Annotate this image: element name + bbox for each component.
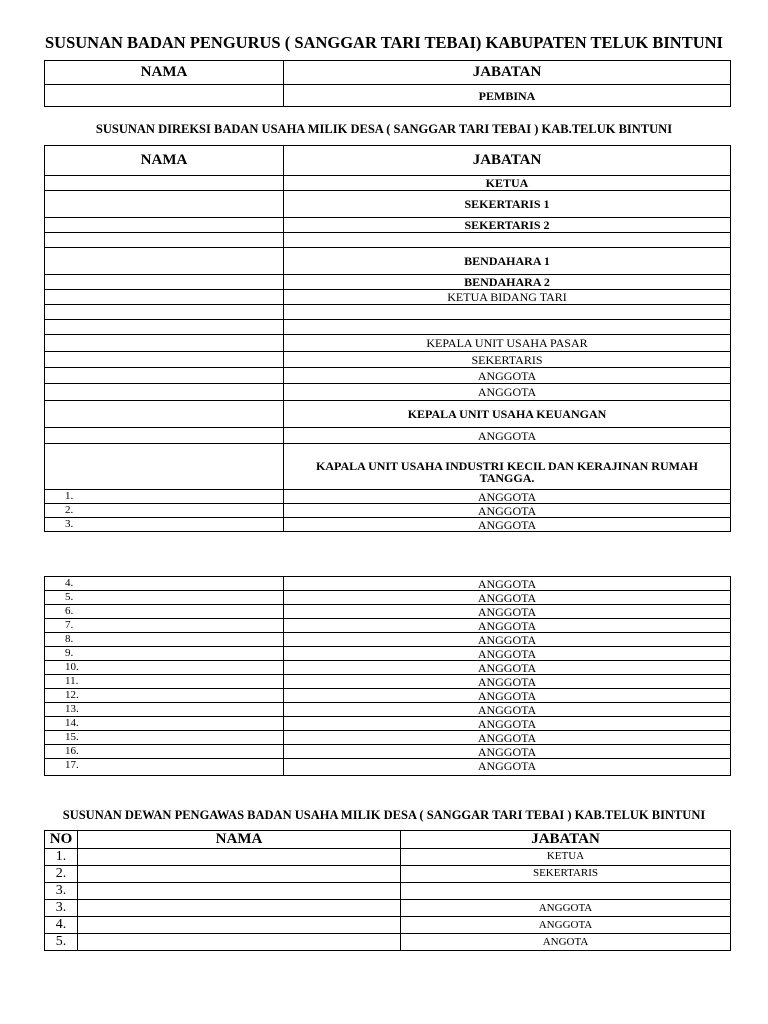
- jabatan-cell: KEPALA UNIT USAHA KEUANGAN: [284, 401, 731, 428]
- jabatan-cell: ANGGOTA: [284, 703, 731, 717]
- jabatan-cell: ANGGOTA: [284, 384, 731, 401]
- jabatan-cell: ANGGOTA: [401, 917, 731, 934]
- nama-cell: 16.: [45, 745, 284, 759]
- table-row: [45, 934, 731, 951]
- nama-cell: 9.: [45, 647, 284, 661]
- jabatan-cell: ANGGOTA: [284, 633, 731, 647]
- jabatan-cell: [284, 320, 731, 335]
- nama-cell: [78, 866, 401, 883]
- jabatan-cell: ANGGOTA: [284, 518, 731, 532]
- table-row: [45, 661, 731, 675]
- jabatan-cell: SEKERTARIS 1: [284, 191, 731, 218]
- nama-cell: [78, 883, 401, 900]
- table-row: [45, 218, 731, 233]
- table-row: [45, 577, 731, 591]
- jabatan-cell: SEKERTARIS 2: [284, 218, 731, 233]
- header-jabatan: JABATAN: [284, 61, 731, 85]
- nama-cell: 10.: [45, 661, 284, 675]
- nama-cell: [45, 191, 284, 218]
- jabatan-cell: ANGGOTA: [284, 745, 731, 759]
- jabatan-cell: KETUA: [284, 176, 731, 191]
- nama-cell: [45, 384, 284, 401]
- nama-cell: 1.: [45, 490, 284, 504]
- nama-cell: [45, 401, 284, 428]
- jabatan-cell: ANGGOTA: [284, 689, 731, 703]
- no-cell: 4.: [45, 917, 78, 934]
- table-row: [45, 504, 731, 518]
- jabatan-cell: ANGGOTA: [284, 675, 731, 689]
- jabatan-cell: ANGGOTA: [284, 717, 731, 731]
- nama-cell: 15.: [45, 731, 284, 745]
- jabatan-cell: SEKERTARIS: [284, 352, 731, 368]
- header-nama: NAMA: [45, 146, 284, 176]
- nama-cell: [45, 428, 284, 444]
- table-row: [45, 619, 731, 633]
- nama-cell: 2.: [45, 504, 284, 518]
- jabatan-cell: BENDAHARA 2: [284, 275, 731, 290]
- header-jabatan: JABATAN: [401, 831, 731, 849]
- table-header-row: [45, 61, 731, 85]
- jabatan-cell: ANGGOTA: [284, 759, 731, 776]
- table-row: [45, 305, 731, 320]
- nama-cell: 8.: [45, 633, 284, 647]
- pengawas-table: [44, 830, 731, 951]
- jabatan-cell: KETUA BIDANG TARI: [284, 290, 731, 305]
- table-row: [45, 352, 731, 368]
- nama-cell: [45, 335, 284, 352]
- nama-cell: 7.: [45, 619, 284, 633]
- header-no: NO: [45, 831, 78, 849]
- table-row: [45, 849, 731, 866]
- table-row: [45, 591, 731, 605]
- no-cell: 5.: [45, 934, 78, 951]
- nama-cell: [45, 218, 284, 233]
- nama-cell: [45, 248, 284, 275]
- jabatan-cell: [284, 233, 731, 248]
- jabatan-cell: [284, 305, 731, 320]
- jabatan-cell: KETUA: [401, 849, 731, 866]
- jabatan-cell: ANGGOTA: [284, 661, 731, 675]
- nama-cell: [45, 290, 284, 305]
- table-row: [45, 335, 731, 352]
- jabatan-cell: ANGGOTA: [284, 591, 731, 605]
- header-jabatan: JABATAN: [284, 146, 731, 176]
- table-row: [45, 633, 731, 647]
- jabatan-cell: ANGGOTA: [284, 368, 731, 384]
- table-row: [45, 675, 731, 689]
- nama-cell: 4.: [45, 577, 284, 591]
- no-cell: 2.: [45, 866, 78, 883]
- header-nama: NAMA: [45, 61, 284, 85]
- jabatan-cell: ANGGOTA: [284, 428, 731, 444]
- nama-cell: 13.: [45, 703, 284, 717]
- jabatan-cell: ANGGOTA: [284, 605, 731, 619]
- table-row: [45, 275, 731, 290]
- nama-cell: [45, 233, 284, 248]
- no-cell: 1.: [45, 849, 78, 866]
- table-row: [45, 444, 731, 490]
- table-row: [45, 689, 731, 703]
- jabatan-cell: [401, 883, 731, 900]
- table-header-row: [45, 831, 731, 849]
- table-row: [45, 647, 731, 661]
- table-row: [45, 248, 731, 275]
- jabatan-cell: ANGGOTA: [284, 731, 731, 745]
- jabatan-cell: BENDAHARA 1: [284, 248, 731, 275]
- nama-cell: [45, 176, 284, 191]
- table-row: [45, 518, 731, 532]
- jabatan-cell: ANGGOTA: [401, 900, 731, 917]
- section1-title: SUSUNAN BADAN PENGURUS ( SANGGAR TARI TEBAI) KABUPATEN TELUK BINTUNI: [45, 33, 723, 52]
- header-nama: NAMA: [78, 831, 401, 849]
- table-row: [45, 176, 731, 191]
- table-row: [45, 745, 731, 759]
- table-row: [45, 917, 731, 934]
- table-row: [45, 384, 731, 401]
- nama-cell: [78, 934, 401, 951]
- nama-cell: 12.: [45, 689, 284, 703]
- table-row: [45, 85, 731, 107]
- table-row: [45, 605, 731, 619]
- direksi-continuation-table: [44, 576, 731, 776]
- nama-cell: 17.: [45, 759, 284, 776]
- jabatan-cell: ANGGOTA: [284, 577, 731, 591]
- nama-cell: [45, 444, 284, 490]
- pengurus-table: [44, 60, 731, 107]
- table-row: [45, 703, 731, 717]
- nama-cell: 3.: [45, 518, 284, 532]
- nama-cell: [45, 305, 284, 320]
- nama-cell: [78, 900, 401, 917]
- nama-cell: [45, 352, 284, 368]
- nama-cell: [45, 275, 284, 290]
- table-row: [45, 490, 731, 504]
- jabatan-cell: ANGGOTA: [284, 490, 731, 504]
- table-row: [45, 401, 731, 428]
- jabatan-cell: KEPALA UNIT USAHA PASAR: [284, 335, 731, 352]
- jabatan-cell: ANGOTA: [401, 934, 731, 951]
- nama-cell: [78, 849, 401, 866]
- nama-cell: 14.: [45, 717, 284, 731]
- nama-cell: [45, 368, 284, 384]
- jabatan-cell: ANGGOTA: [284, 504, 731, 518]
- direksi-table: [44, 145, 731, 532]
- table-row: [45, 368, 731, 384]
- jabatan-cell: ANGGOTA: [284, 619, 731, 633]
- nama-cell: [78, 917, 401, 934]
- no-cell: 3.: [45, 900, 78, 917]
- nama-cell: [45, 85, 284, 107]
- table-row: [45, 731, 731, 745]
- jabatan-cell: SEKERTARIS: [401, 866, 731, 883]
- table-row: [45, 900, 731, 917]
- table-row: [45, 191, 731, 218]
- jabatan-cell: KAPALA UNIT USAHA INDUSTRI KECIL DAN KERAJINAN RUMAH TANGGA.: [284, 444, 731, 490]
- nama-cell: 5.: [45, 591, 284, 605]
- table-row: [45, 759, 731, 776]
- jabatan-cell: ANGGOTA: [284, 647, 731, 661]
- jabatan-cell: PEMBINA: [284, 85, 731, 107]
- table-row: [45, 883, 731, 900]
- table-row: [45, 233, 731, 248]
- nama-cell: [45, 320, 284, 335]
- nama-cell: 11.: [45, 675, 284, 689]
- section2-title: SUSUNAN DIREKSI BADAN USAHA MILIK DESA ( SANGGAR TARI TEBAI ) KAB.TELUK BINTUNI: [95, 122, 673, 136]
- table-row: [45, 290, 731, 305]
- no-cell: 3.: [45, 883, 78, 900]
- table-row: [45, 428, 731, 444]
- nama-cell: 6.: [45, 605, 284, 619]
- table-row: [45, 866, 731, 883]
- table-header-row: [45, 146, 731, 176]
- table-row: [45, 320, 731, 335]
- table-row: [45, 717, 731, 731]
- section3-title: SUSUNAN DEWAN PENGAWAS BADAN USAHA MILIK DESA ( SANGGAR TARI TEBAI ) KAB.TELUK BINTUNI: [62, 808, 706, 822]
